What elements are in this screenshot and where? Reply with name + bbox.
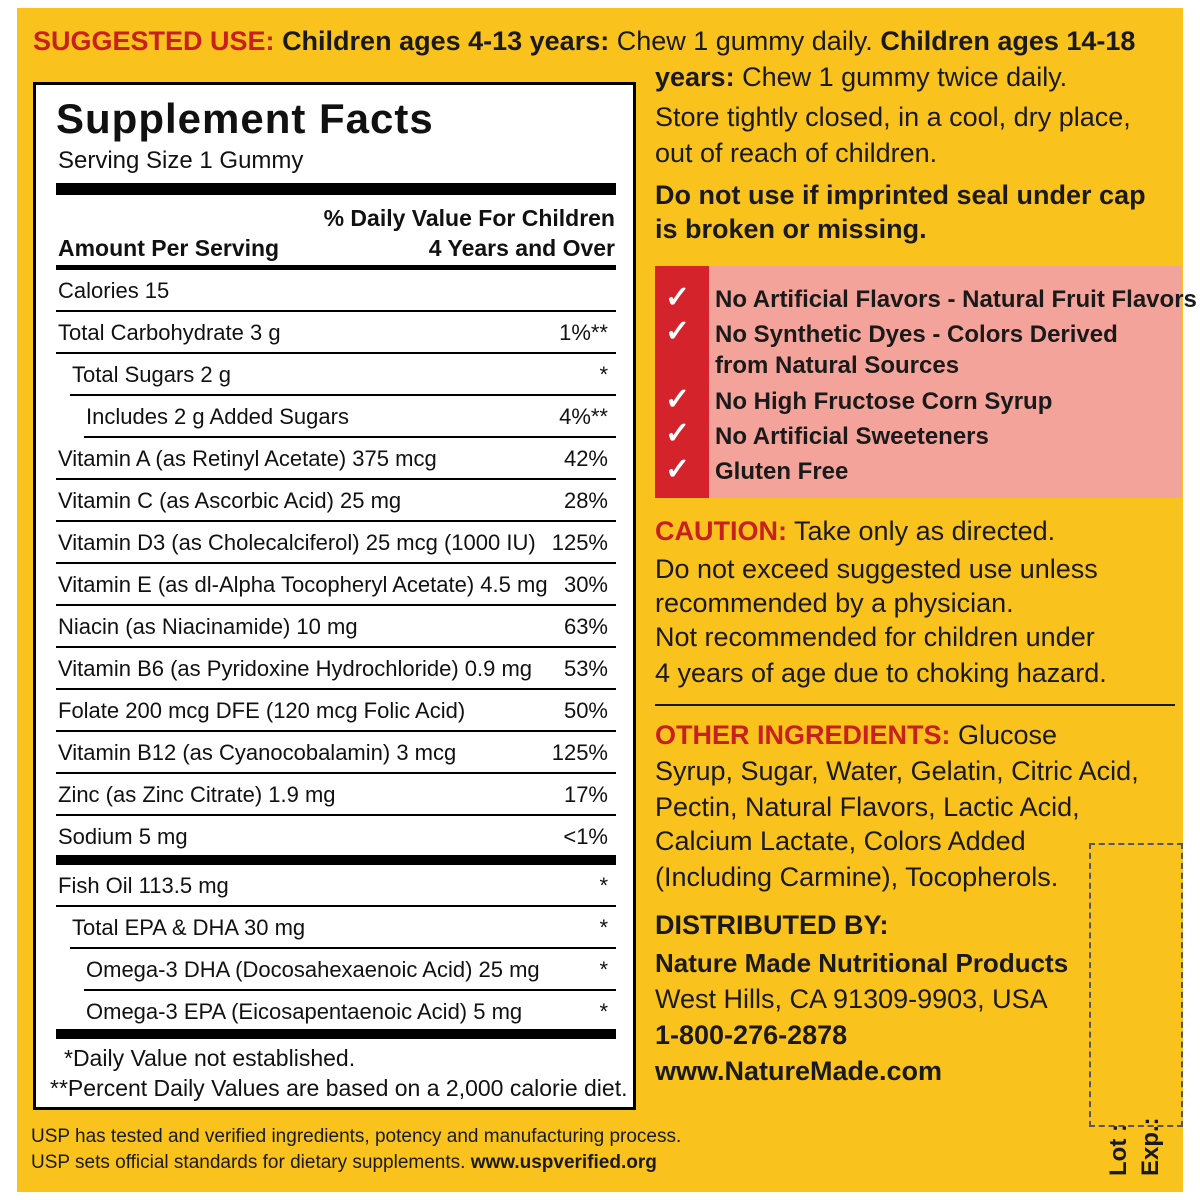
suggested-use-dose-b: Chew 1 gummy twice daily. [734, 62, 1068, 92]
ingredients-text: Glucose [950, 720, 1058, 750]
nutrient-name: Fish Oil 113.5 mg [58, 873, 229, 898]
facts-row [56, 312, 616, 354]
facts-row [56, 732, 616, 774]
claim-item: No Synthetic Dyes - Colors Derived [715, 321, 1118, 348]
suggested-use-dose-a: Chew 1 gummy daily. [609, 26, 873, 56]
facts-row [70, 907, 616, 949]
caution-text: Take only as directed. [786, 516, 1056, 546]
facts-row [56, 816, 616, 858]
nutrient-name: Total Sugars 2 g [72, 362, 231, 387]
facts-row [56, 648, 616, 690]
caution-line2: Do not exceed suggested use unless [655, 554, 1098, 584]
facts-row [84, 991, 616, 1033]
dv-header-line2: 4 Years and Over [428, 235, 615, 261]
daily-value: 17% [563, 782, 608, 807]
lot-label: Lot : [1105, 1124, 1132, 1176]
facts-divider-thick [56, 1029, 616, 1039]
nutrient-name: Folate 200 mcg DFE (120 mcg Folic Acid) [58, 698, 466, 723]
caution-line1 [655, 516, 1055, 547]
nutrient-name: Omega-3 DHA (Docosahexaenoic Acid) 25 mg [86, 957, 540, 982]
ingredients-line3: Pectin, Natural Flavors, Lactic Acid, [655, 792, 1080, 822]
storage-line-2: out of reach of children. [655, 138, 938, 168]
usp-statement-line2 [31, 1152, 657, 1174]
daily-value: 42% [563, 446, 608, 471]
seal-warning-1: Do not use if imprinted seal under cap [655, 180, 1146, 210]
claims-box [655, 266, 1197, 498]
caution-heading: CAUTION: [655, 516, 787, 546]
check-icon: ✓ [665, 417, 691, 450]
nutrient-name: Vitamin D3 (as Cholecalciferol) 25 mcg (1000 IU) [58, 530, 536, 555]
facts-row [56, 774, 616, 816]
daily-value: <1% [563, 824, 608, 849]
daily-value: 53% [563, 656, 608, 681]
serving-size: Serving Size 1 Gummy [58, 147, 304, 174]
nutrient-name: Vitamin C (as Ascorbic Acid) 25 mg [58, 488, 402, 513]
nutrient-name: Vitamin E (as dl-Alpha Tocopheryl Acetate) 4.5 mg [58, 572, 548, 597]
daily-value: * [599, 957, 608, 982]
check-icon: ✓ [665, 383, 691, 416]
nutrient-name: Vitamin A (as Retinyl Acetate) 375 mcg [58, 446, 437, 471]
distributor-website: www.NatureMade.com [655, 1056, 943, 1086]
suggested-use-years: years: [655, 62, 735, 92]
facts-row [70, 354, 616, 396]
daily-value: 1%** [559, 320, 608, 345]
daily-value: 125% [551, 740, 608, 765]
nutrient-name: Vitamin B6 (as Pyridoxine Hydrochloride) 0.9 mg [58, 656, 533, 681]
claim-item: No Artificial Flavors - Natural Fruit Flavors [715, 286, 1197, 313]
facts-title: Supplement Facts [56, 95, 434, 142]
claim-item: No High Fructose Corn Syrup [715, 388, 1053, 415]
suggested-use-line2 [655, 62, 1067, 93]
claim-item: No Artificial Sweeteners [715, 423, 989, 450]
facts-row [56, 480, 616, 522]
nutrient-name: Vitamin B12 (as Cyanocobalamin) 3 mcg [58, 740, 457, 765]
ingredients-line5: (Including Carmine), Tocopherols. [655, 862, 1059, 892]
daily-value: 28% [563, 488, 608, 513]
facts-row [56, 270, 616, 312]
suggested-use-heading: SUGGESTED USE: [33, 26, 275, 56]
nutrient-name: Total Carbohydrate 3 g [58, 320, 281, 345]
facts-row [56, 564, 616, 606]
nutrient-name: Omega-3 EPA (Eicosapentaenoic Acid) 5 mg [86, 999, 523, 1024]
check-icon: ✓ [665, 315, 691, 348]
caution-line5: 4 years of age due to choking hazard. [655, 658, 1107, 688]
nutrient-name: Sodium 5 mg [58, 824, 188, 849]
nutrient-name: Total EPA & DHA 30 mg [72, 915, 306, 940]
distributor-name: Nature Made Nutritional Products [655, 948, 1069, 978]
daily-value: * [599, 999, 608, 1024]
usp-statement-line1: USP has tested and verified ingredients, potency and manufacturing process. [31, 1126, 682, 1147]
facts-row [84, 396, 616, 438]
distributor-heading: DISTRIBUTED BY: [655, 910, 889, 940]
ingredients-line2: Syrup, Sugar, Water, Gelatin, Citric Acid, [655, 756, 1139, 786]
exp-label: Exp.: [1137, 1117, 1164, 1176]
product-label [17, 8, 1197, 1192]
daily-value: * [599, 915, 608, 940]
nutrient-name: Calories 15 [58, 278, 170, 303]
supplement-facts-panel [33, 82, 636, 1110]
distributor-address: West Hills, CA 91309-9903, USA [655, 984, 1048, 1014]
daily-value: 50% [563, 698, 608, 723]
usp-website: www.uspverified.org [470, 1152, 657, 1173]
dv-header-line1: % Daily Value For Children [323, 205, 615, 231]
ingredients-line1 [655, 720, 1057, 751]
daily-value: 63% [563, 614, 608, 639]
nutrient-name: Zinc (as Zinc Citrate) 1.9 mg [58, 782, 336, 807]
ingredients-heading: OTHER INGREDIENTS: [655, 720, 951, 750]
caution-line3: recommended by a physician. [655, 588, 1014, 618]
amount-per-serving-header: Amount Per Serving [58, 235, 280, 261]
lot-exp-box [1089, 843, 1183, 1127]
claim-item: from Natural Sources [715, 352, 960, 379]
caution-line4: Not recommended for children under [655, 622, 1095, 652]
storage-line-1: Store tightly closed, in a cool, dry place, [655, 102, 1131, 132]
daily-value: * [599, 362, 608, 387]
facts-row [84, 949, 616, 991]
facts-row [56, 865, 616, 907]
facts-row [56, 522, 616, 564]
footnote-dv-not-established: *Daily Value not established. [64, 1045, 356, 1071]
distributor-phone: 1-800-276-2878 [655, 1020, 848, 1050]
suggested-use-age-b: Children ages 14-18 [872, 26, 1136, 56]
section-divider [655, 704, 1175, 706]
facts-row [56, 438, 616, 480]
suggested-use-age-a: Children ages 4-13 years: [282, 26, 610, 56]
facts-row [56, 690, 616, 732]
nutrient-name: Niacin (as Niacinamide) 10 mg [58, 614, 358, 639]
daily-value: 4%** [559, 404, 608, 429]
usp-standards-text: USP sets official standards for dietary supplements. [31, 1152, 471, 1173]
ingredients-line4: Calcium Lactate, Colors Added [655, 826, 1026, 856]
daily-value: 125% [551, 530, 608, 555]
facts-divider-thick [56, 855, 616, 865]
claim-item: Gluten Free [715, 458, 849, 485]
daily-value: * [599, 873, 608, 898]
suggested-use-line1 [33, 26, 1135, 57]
footnote-percent-dv: **Percent Daily Values are based on a 2,000 calorie diet. [50, 1075, 628, 1101]
nutrient-name: Includes 2 g Added Sugars [86, 404, 349, 429]
facts-row [56, 606, 616, 648]
check-icon: ✓ [665, 453, 691, 486]
seal-warning-2: is broken or missing. [655, 214, 927, 244]
facts-divider-thick [56, 183, 616, 195]
check-icon: ✓ [665, 281, 691, 314]
daily-value: 30% [563, 572, 608, 597]
